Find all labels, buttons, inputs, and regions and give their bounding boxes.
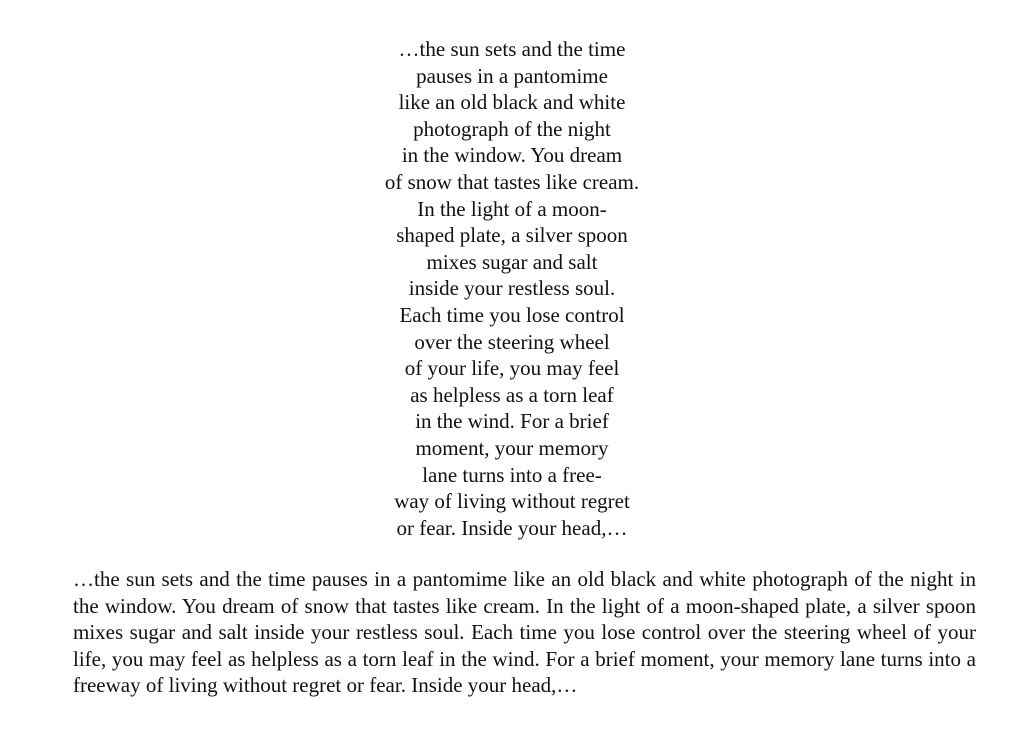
poem-line: pauses in a pantomime	[416, 63, 608, 88]
poem-line: shaped plate, a silver spoon	[396, 223, 628, 248]
poem-line: way of living without regret	[394, 489, 630, 514]
poem-line: photograph of the night	[413, 116, 611, 141]
poem-line: of snow that tastes like cream.	[384, 169, 640, 194]
poem-line: over the steering wheel	[414, 329, 610, 354]
prose-paragraph: …the sun sets and the time pauses in a pantomime like an old black and white photograph of the night in the window. You dream of snow that tastes like cream. In the light of a moon-shaped plate, a silver spoon mixes sugar and salt inside your restless soul. Each time you lose control over the steering wheel of your life, you may feel as helpless as a torn leaf in the wind. For a brief moment, your memory lane turns into a freeway of living without regret or fear. Inside your head,…	[73, 567, 976, 698]
poem-line: of your life, you may feel	[404, 356, 620, 381]
poem-line: inside your restless soul.	[408, 276, 616, 301]
poem-line: lane turns into a free-	[422, 462, 602, 487]
poem-line: like an old black and white	[398, 90, 626, 115]
poem-line: as helpless as a torn leaf	[410, 382, 614, 407]
poem-line: moment, your memory	[415, 435, 609, 460]
poem-line: in the wind. For a brief	[415, 409, 609, 434]
poem-line: mixes sugar and salt	[426, 249, 598, 274]
poem-stanza	[0, 36, 1024, 541]
poem-line: …the sun sets and the time	[398, 37, 626, 61]
poem-line: in the window. You dream	[401, 143, 623, 168]
poem-line: Each time you lose control	[399, 302, 625, 327]
poem-line: or fear. Inside your head,…	[396, 515, 628, 540]
poem-line: In the light of a moon-	[417, 196, 607, 221]
